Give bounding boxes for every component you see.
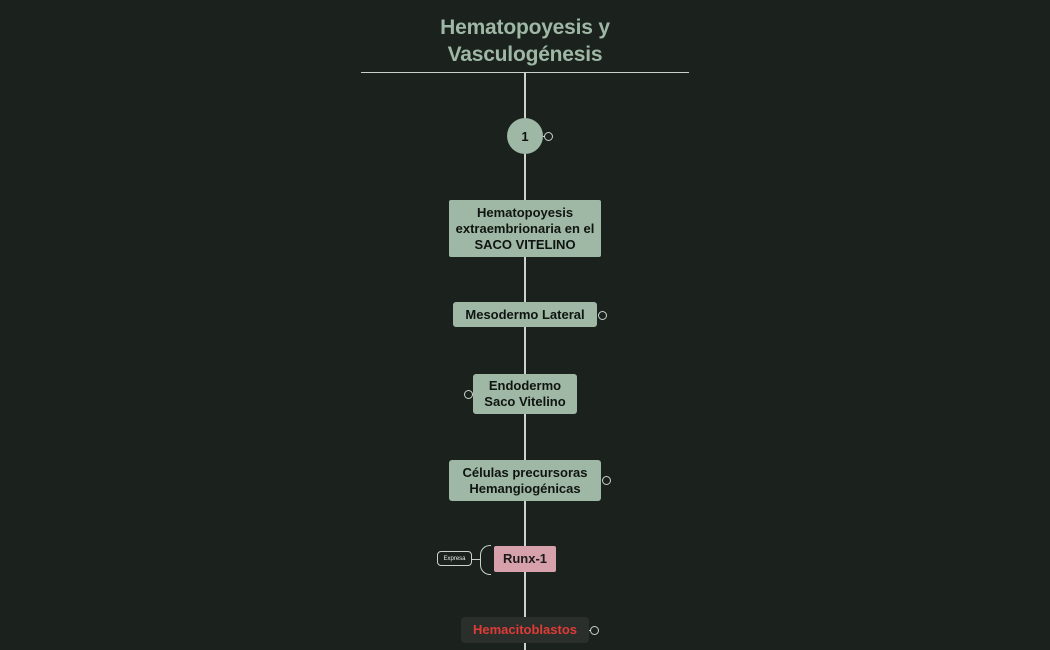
start-marker[interactable]: 1 — [507, 118, 543, 154]
node-endodermo[interactable]: Endodermo Saco Vitelino — [473, 374, 577, 414]
annotation-connector — [472, 559, 480, 560]
node-hemacitoblastos[interactable]: Hemacitoblastos — [461, 617, 589, 643]
annotation-label[interactable]: Expresa — [437, 551, 472, 566]
node-hematopoyesis[interactable]: Hematopoyesis extraembrionaria en el SACO VITELINO — [449, 200, 601, 257]
node-runx1[interactable]: Runx-1 — [494, 546, 556, 572]
node-mesodermo-lateral[interactable]: Mesodermo Lateral — [453, 302, 597, 327]
map-title: Hematopoyesis y Vasculogénesis — [440, 16, 610, 66]
collapse-toggle-icon[interactable] — [544, 132, 553, 141]
collapse-toggle-icon[interactable] — [602, 476, 611, 485]
node-celulas-precursoras[interactable]: Células precursoras Hemangiogénicas — [449, 460, 601, 501]
collapse-toggle-icon[interactable] — [464, 390, 473, 399]
collapse-toggle-icon[interactable] — [590, 626, 599, 635]
annotation-bracket — [480, 545, 491, 575]
collapse-toggle-icon[interactable] — [598, 311, 607, 320]
